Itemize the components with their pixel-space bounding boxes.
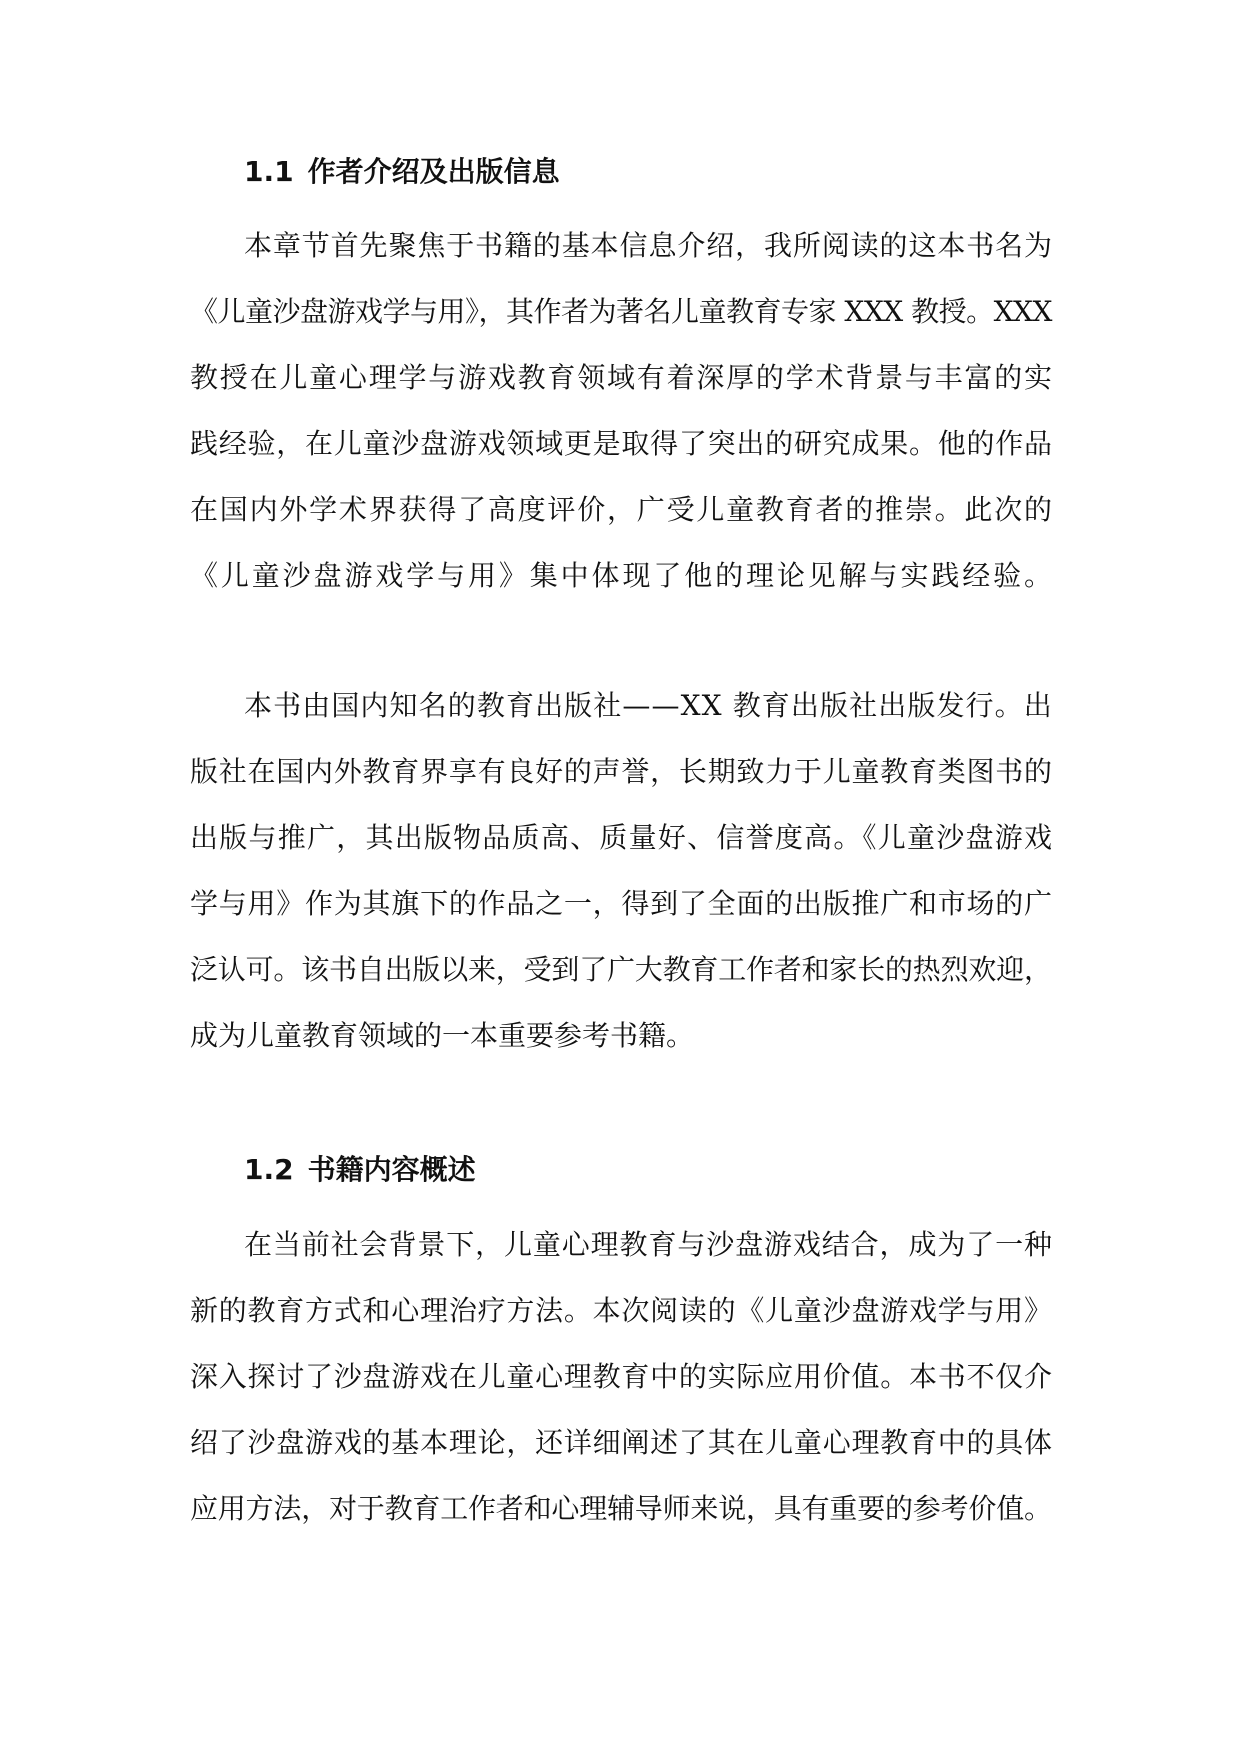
section-title: 作者介绍及出版信息 xyxy=(307,155,560,188)
text-line: 《儿童沙盘游戏学与用》集中体现了他的理论见解与实践经验。 xyxy=(190,559,1055,592)
text-line: 泛认可。该书自出版以来，受到了广大教育工作者和家长的热烈欢迎， xyxy=(190,953,1052,986)
text-line: 应用方法，对于教育工作者和心理辅导师来说，具有重要的参考价值。 xyxy=(190,1492,1052,1525)
section-heading-1-1 xyxy=(244,150,560,190)
section-title: 书籍内容概述 xyxy=(307,1153,476,1186)
text-line: 深入探讨了沙盘游戏在儿童心理教育中的实际应用价值。本书不仅介 xyxy=(190,1360,1053,1393)
section-number: 1.2 xyxy=(244,1153,294,1186)
text-line: 在国内外学术界获得了高度评价，广受儿童教育者的推崇。此次的 xyxy=(190,493,1054,526)
text-line: 本章节首先聚焦于书籍的基本信息介绍，我所阅读的这本书名为 xyxy=(244,229,1053,262)
text-line: 出版与推广，其出版物品质高、质量好、信誉度高。《儿童沙盘游戏 xyxy=(190,821,1054,854)
text-line: 学与用》作为其旗下的作品之一，得到了全面的出版推广和市场的广 xyxy=(190,887,1053,920)
text-line: 教授在儿童心理学与游戏教育领域有着深厚的学术背景与丰富的实 xyxy=(190,361,1054,394)
text-line: 践经验，在儿童沙盘游戏领域更是取得了突出的研究成果。他的作品 xyxy=(190,427,1053,460)
text-line: 新的教育方式和心理治疗方法。本次阅读的《儿童沙盘游戏学与用》 xyxy=(190,1294,1053,1327)
text-line: 在当前社会背景下，儿童心理教育与沙盘游戏结合，成为了一种 xyxy=(244,1228,1053,1261)
text-line: 绍了沙盘游戏的基本理论，还详细阐述了其在儿童心理教育中的具体 xyxy=(190,1426,1053,1459)
text-line: 版社在国内外教育界享有良好的声誉，长期致力于儿童教育类图书的 xyxy=(190,755,1053,788)
section-number: 1.1 xyxy=(244,155,294,188)
text-line: 成为儿童教育领域的一本重要参考书籍。 xyxy=(190,1019,695,1052)
text-line: 《儿童沙盘游戏学与用》，其作者为著名儿童教育专家 XXX 教授。XXX xyxy=(190,295,1052,328)
section-heading-1-2 xyxy=(244,1148,476,1188)
text-line: 本书由国内知名的教育出版社——XX 教育出版社出版发行。出 xyxy=(244,689,1053,722)
